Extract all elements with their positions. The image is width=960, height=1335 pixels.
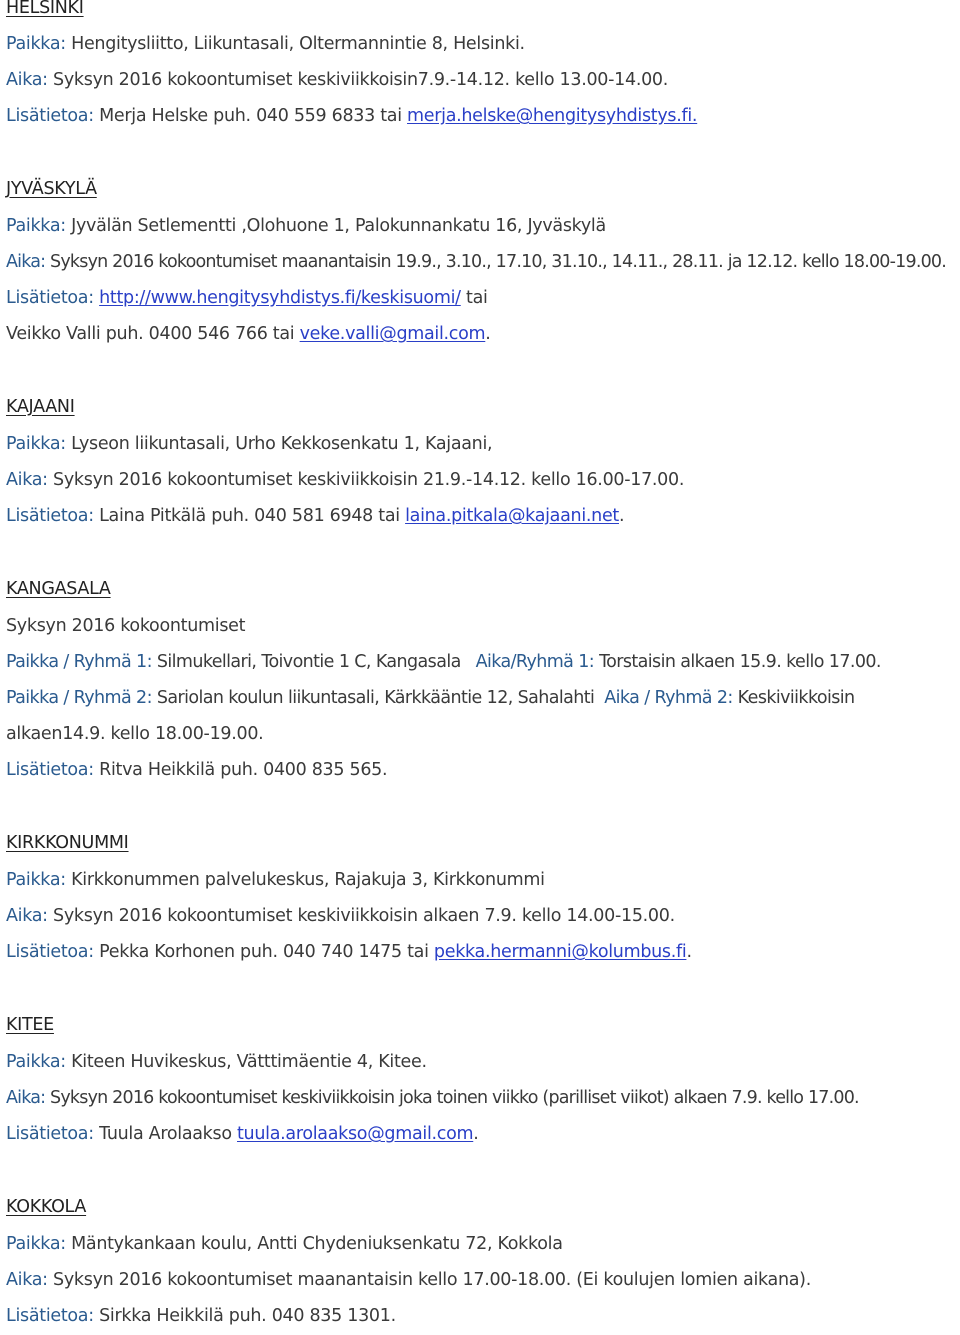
location-line — [6, 434, 492, 454]
time-line — [6, 470, 684, 490]
group2-location-label: Paikka / Ryhmä 2: — [6, 688, 152, 708]
contact-period: . — [485, 324, 491, 344]
info-label: Lisätietoa: — [6, 506, 94, 526]
group2-line — [6, 688, 855, 708]
group2-time-text: Keskiviikkoisin — [737, 688, 855, 708]
city-heading-jyvaskyla: JYVÄSKYLÄ — [6, 179, 97, 199]
info-period: . — [473, 1124, 479, 1144]
intro-line: Syksyn 2016 kokoontumiset — [6, 616, 246, 636]
group1-time-text: Torstaisin alkaen 15.9. kello 17.00. — [599, 652, 881, 672]
location-label: Paikka: — [6, 216, 66, 236]
location-line — [6, 1234, 563, 1254]
info-label: Lisätietoa: — [6, 760, 94, 780]
info-text: Sirkka Heikkilä puh. 040 835 1301. — [99, 1306, 396, 1326]
time-text: Syksyn 2016 kokoontumiset keskiviikkoisin joka toinen viikko (parilliset viikot) alkaen 7.9. kello 17.00. — [50, 1088, 859, 1108]
location-line — [6, 870, 545, 890]
location-line — [6, 1052, 427, 1072]
info-line — [6, 506, 624, 526]
time-label: Aika: — [6, 906, 48, 926]
city-heading-kajaani: KAJAANI — [6, 397, 75, 417]
time-line — [6, 1088, 859, 1108]
info-label: Lisätietoa: — [6, 1124, 94, 1144]
group1-location-text: Silmukellari, Toivontie 1 C, Kangasala — [156, 652, 461, 672]
location-text: Lyseon liikuntasali, Urho Kekkosenkatu 1, Kajaani, — [71, 434, 493, 454]
info-line — [6, 288, 488, 308]
city-heading-helsinki: HELSINKI — [6, 0, 84, 18]
city-heading-kitee: KITEE — [6, 1015, 54, 1035]
time-line — [6, 70, 668, 90]
city-heading-kangasala: KANGASALA — [6, 579, 111, 599]
info-text: Pekka Korhonen puh. 040 740 1475 tai — [99, 942, 429, 962]
location-label: Paikka: — [6, 34, 66, 54]
email-link[interactable]: pekka.hermanni@kolumbus.fi — [433, 942, 687, 962]
group2-continuation: alkaen14.9. kello 18.00-19.00. — [6, 724, 264, 744]
location-label: Paikka: — [6, 870, 66, 890]
email-link[interactable]: veke.valli@gmail.com — [299, 324, 486, 344]
email-link[interactable]: tuula.arolaakso@gmail.com — [237, 1124, 474, 1144]
location-text: Kiteen Huvikeskus, Vätttimäentie 4, Kitee. — [71, 1052, 427, 1072]
time-label: Aika: — [6, 1270, 48, 1290]
info-period: . — [686, 942, 692, 962]
group2-location-text: Sariolan koulun liikuntasali, Kärkkääntie 12, Sahalahti — [156, 688, 595, 708]
email-link[interactable]: laina.pitkala@kajaani.net — [405, 506, 619, 526]
info-line — [6, 760, 387, 780]
info-text: Laina Pitkälä puh. 040 581 6948 tai — [99, 506, 400, 526]
contact-text: Veikko Valli puh. 0400 546 766 tai — [6, 324, 295, 344]
location-text: Hengitysliitto, Liikuntasali, Oltermannintie 8, Helsinki. — [71, 34, 525, 54]
time-text: Syksyn 2016 kokoontumiset keskiviikkoisin alkaen 7.9. kello 14.00-15.00. — [53, 906, 675, 926]
location-text: Jyvälän Setlementti ,Olohuone 1, Palokunnankatu 16, Jyväskylä — [71, 216, 606, 236]
info-line — [6, 942, 692, 962]
time-text: Syksyn 2016 kokoontumiset maanantaisin 19.9., 3.10., 17.10, 31.10., 14.11., 28.11. ja 12.12. kello 18.00-19.00. — [50, 252, 947, 272]
info-line — [6, 106, 697, 126]
info-label: Lisätietoa: — [6, 1306, 94, 1326]
info-line — [6, 1124, 479, 1144]
time-label: Aika: — [6, 70, 48, 90]
city-heading-kirkkonummi: KIRKKONUMMI — [6, 833, 129, 853]
info-period: . — [618, 506, 625, 526]
info-label: Lisätietoa: — [6, 106, 94, 126]
group2-time-label: Aika / Ryhmä 2: — [604, 688, 733, 708]
location-line — [6, 216, 606, 236]
time-label: Aika: — [6, 1088, 46, 1108]
group1-line — [6, 652, 881, 672]
time-label: Aika: — [6, 470, 48, 490]
location-label: Paikka: — [6, 1234, 66, 1254]
info-line — [6, 1306, 396, 1326]
time-text: Syksyn 2016 kokoontumiset keskiviikkoisin7.9.-14.12. kello 13.00-14.00. — [53, 70, 669, 90]
location-label: Paikka: — [6, 434, 66, 454]
time-line — [6, 1270, 811, 1290]
info-label: Lisätietoa: — [6, 942, 94, 962]
group1-location-label: Paikka / Ryhmä 1: — [6, 652, 152, 672]
city-heading-kokkola: KOKKOLA — [6, 1197, 87, 1217]
time-text: Syksyn 2016 kokoontumiset maanantaisin kello 17.00-18.00. (Ei koulujen lomien aikana). — [53, 1270, 811, 1290]
info-label: Lisätietoa: — [6, 288, 94, 308]
time-text: Syksyn 2016 kokoontumiset keskiviikkoisin 21.9.-14.12. kello 16.00-17.00. — [53, 470, 685, 490]
location-label: Paikka: — [6, 1052, 66, 1072]
time-line — [6, 252, 946, 272]
time-label: Aika: — [6, 252, 46, 272]
group1-time-label: Aika/Ryhmä 1: — [475, 652, 595, 672]
email-link[interactable]: merja.helske@hengitysyhdistys.fi. — [407, 106, 698, 126]
info-text: tai — [466, 288, 488, 308]
location-text: Kirkkonummen palvelukeskus, Rajakuja 3, Kirkkonummi — [71, 870, 545, 890]
location-line — [6, 34, 525, 54]
info-text: Tuula Arolaakso — [99, 1124, 232, 1144]
info-text: Merja Helske puh. 040 559 6833 tai — [99, 106, 402, 126]
location-text: Mäntykankaan koulu, Antti Chydeniuksenkatu 72, Kokkola — [71, 1234, 563, 1254]
time-line — [6, 906, 675, 926]
website-link[interactable]: http://www.hengitysyhdistys.fi/keskisuomi/ — [99, 288, 461, 308]
info-text: Ritva Heikkilä puh. 0400 835 565. — [99, 760, 388, 780]
contact-line — [6, 324, 491, 344]
